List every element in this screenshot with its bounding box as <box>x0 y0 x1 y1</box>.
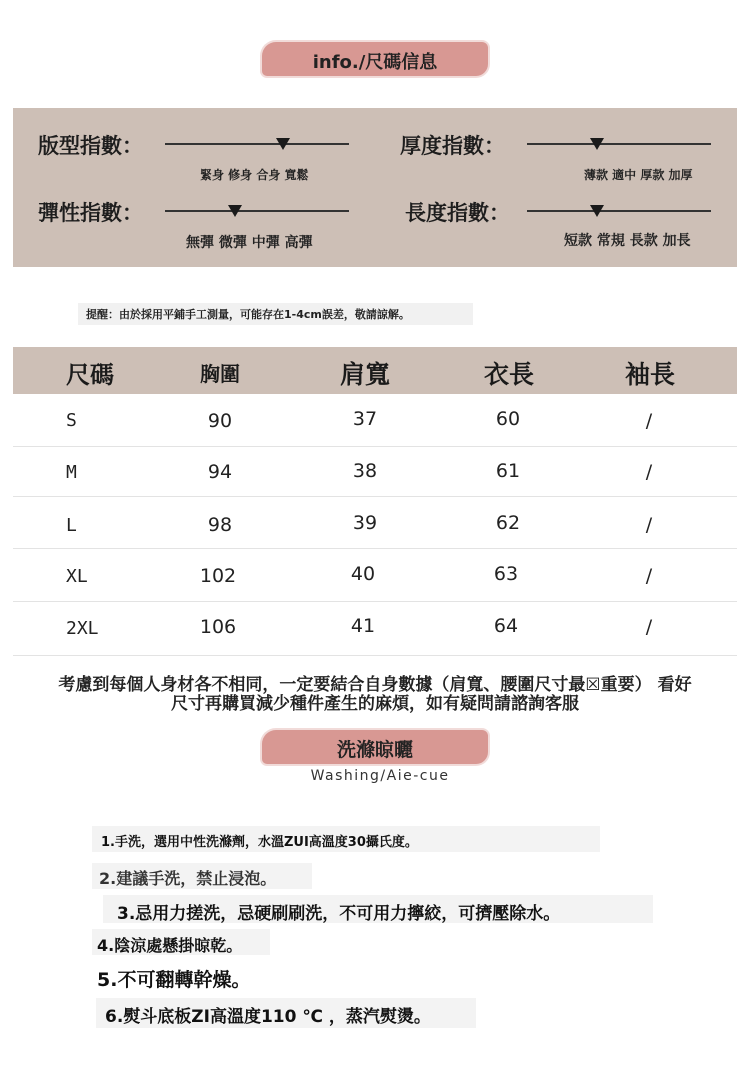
table-row-divider <box>13 548 737 549</box>
wash-item-3: 3.忌用力搓洗，忌硬刷刷洗，不可用力擰絞，可擠壓除水。 <box>117 904 561 924</box>
table-cell-length: 62 <box>495 512 521 534</box>
table-row-divider <box>13 601 737 602</box>
length-index-line <box>527 210 711 212</box>
length-index-scale: 短款 常規 長款 加長 <box>564 233 691 249</box>
table-cell-shoulder: 40 <box>350 563 376 585</box>
table-cell-sleeve: / <box>645 461 653 483</box>
table-cell-length: 60 <box>495 408 521 430</box>
table-cell-sleeve: / <box>645 410 653 432</box>
wash-item-4: 4.陰涼處懸掛晾乾。 <box>97 936 243 955</box>
wash-item-5: 5.不可翻轉幹燥。 <box>97 969 251 991</box>
table-cell-chest: 102 <box>199 565 237 587</box>
thickness-index-line <box>527 143 711 145</box>
table-cell-size: S <box>66 410 77 431</box>
table-cell-size: M <box>66 462 77 483</box>
table-header-sleeve: 袖長 <box>624 360 675 389</box>
table-cell-length: 61 <box>495 460 521 482</box>
table-cell-chest: 90 <box>207 410 233 432</box>
table-cell-shoulder: 39 <box>352 512 378 534</box>
table-cell-sleeve: / <box>645 514 653 536</box>
measurement-note: 提醒：由於採用平鋪手工測量，可能存在1-4cm誤差，敬請諒解。 <box>86 308 410 321</box>
wash-item-1: 1.手洗，選用中性洗滌劑，水溫ZUI高溫度30攝氏度。 <box>101 835 418 850</box>
thickness-index-label: 厚度指數： <box>400 134 505 158</box>
fit-index-scale: 緊身 修身 合身 寬鬆 <box>200 168 309 182</box>
table-cell-chest: 106 <box>199 616 237 638</box>
elasticity-index-scale: 無彈 微彈 中彈 高彈 <box>186 235 313 251</box>
table-row-divider <box>13 655 737 656</box>
table-header-length: 衣長 <box>483 360 534 389</box>
elasticity-index-marker <box>228 205 242 217</box>
size-advice-line-2: 尺寸再購買減少種件產生的麻煩，如有疑問請諮詢客服 <box>171 694 579 714</box>
table-cell-shoulder: 38 <box>352 460 378 482</box>
table-cell-size: 2XL <box>66 618 99 639</box>
table-row-divider <box>13 446 737 447</box>
wash-item-2: 2.建議手洗，禁止浸泡。 <box>99 869 277 888</box>
wash-item-6: 6.熨斗底板ZI高溫度110 ℃ ，蒸汽熨燙。 <box>105 1007 431 1027</box>
table-cell-chest: 98 <box>207 514 233 536</box>
elasticity-index-label: 彈性指數： <box>38 201 143 225</box>
thickness-index-marker <box>590 138 604 150</box>
table-cell-shoulder: 37 <box>352 408 378 430</box>
washing-subtitle: Washing/Aie-cue <box>310 768 450 784</box>
fit-index-label: 版型指數： <box>38 134 143 158</box>
table-row-divider <box>13 496 737 497</box>
length-index-label: 長度指數： <box>405 201 510 225</box>
table-cell-length: 64 <box>493 615 519 637</box>
table-cell-shoulder: 41 <box>350 615 376 637</box>
length-index-marker <box>590 205 604 217</box>
table-header-shoulder: 肩寬 <box>339 360 390 389</box>
fit-index-line <box>165 143 349 145</box>
fit-index-marker <box>276 138 290 150</box>
page-title: info./尺碼信息 <box>312 52 438 73</box>
elasticity-index-line <box>165 210 349 212</box>
table-cell-size: L <box>66 515 77 536</box>
table-cell-size: XL <box>66 566 88 587</box>
table-cell-sleeve: / <box>645 565 653 587</box>
table-header-size: 尺碼 <box>66 361 114 389</box>
thickness-index-scale: 薄款 適中 厚款 加厚 <box>584 168 693 182</box>
table-cell-sleeve: / <box>645 616 653 638</box>
size-advice-line-1: 考慮到每個人身材各不相同，一定要結合自身數據（肩寬、腰圍尺寸最☒重要） 看好 <box>58 675 692 695</box>
table-cell-length: 63 <box>493 563 519 585</box>
washing-title: 洗滌晾曬 <box>336 739 413 761</box>
table-cell-chest: 94 <box>207 461 233 483</box>
table-header-chest: 胸圍 <box>200 362 240 386</box>
